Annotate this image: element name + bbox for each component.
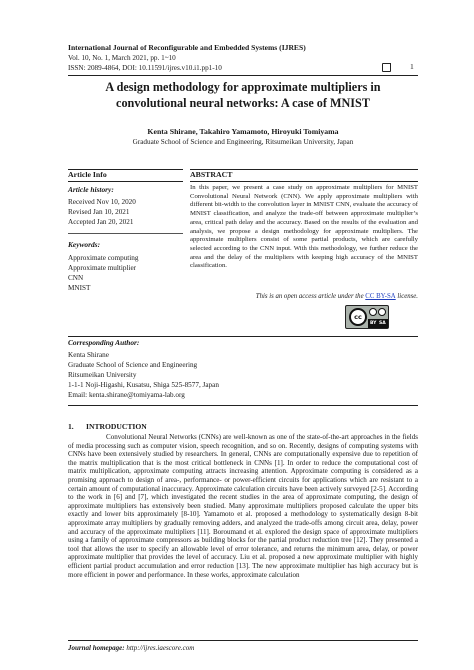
received-date: Received Nov 10, 2020 [68, 198, 136, 206]
journal-issn: ISSN: 2089-4864, DOI: 10.11591/ijres.v10.i1.pp1-10 [68, 64, 222, 72]
corresponding-name: Kenta Shirane [68, 351, 109, 359]
cc-logo-icon: cc [349, 308, 367, 326]
abstract-bottom-rule [190, 181, 418, 182]
badge-by-label: BY [370, 321, 377, 326]
external-link-icon[interactable] [382, 63, 391, 72]
badge-sa-label: SA [379, 321, 386, 326]
journal-header [68, 43, 418, 73]
keyword-item: Approximate computing [68, 254, 139, 262]
cc-by-sa-link[interactable]: CC BY-SA [365, 293, 396, 300]
paper-title [68, 79, 418, 111]
journal-homepage: Journal homepage: http://ijres.iaescore.com [68, 644, 195, 652]
corresponding-address: 1-1-1 Noji-Higashi, Kusatsu, Shiga 525-8577, Japan [68, 381, 219, 389]
keyword-item: MNIST [68, 284, 91, 292]
abstract-heading: ABSTRACT [190, 170, 233, 179]
keywords-heading: Keywords: [68, 240, 101, 249]
header-divider [68, 75, 418, 76]
author-affiliation: Graduate School of Science and Engineering, Ritsumeikan University, Japan [132, 138, 354, 146]
journal-volume: Vol. 10, No. 1, March 2021, pp. 1~10 [68, 54, 176, 62]
homepage-label: Journal homepage [68, 644, 123, 652]
corresponding-univ: Ritsumeikan University [68, 371, 137, 379]
author-list: Kenta Shirane, Takahiro Yamamoto, Hiroyuki Tomiyama [147, 127, 339, 136]
keyword-item: CNN [68, 274, 84, 282]
corresponding-email[interactable]: Email: kenta.shirane@tomiyama-lab.org [68, 391, 185, 399]
license-suffix: license. [395, 293, 418, 300]
abstract-text: In this paper, we present a case study on approximate multipliers for MNIST Convolutional Neural Network (CNN). We apply approximate multipliers with different bit-width to the convolution layer in MNIST CNN, evaluate the accuracy of MNIST classification, and analyze the trade-off between approximate multiplier’s area, critical path delay and the accuracy. Based on the results of the evaluation and analysis, we propose a design methodology for approximate multipliers. The approximate multipliers consist of some partial products, which are carefully selected according to the CNN input. With this methodology, we further reduce the area and the delay of the multipliers with keeping high accuracy of the MNIST classification. [190, 184, 418, 270]
article-info-bottom-rule [68, 181, 183, 182]
introduction-text: Convolutional Neural Networks (CNNs) are well-known as one of the state-of-the-art approaches in the fields of media processing such as computer vision, speech recognition, and so on. Recently, designs of computing systems with CNNs have been extensively studied by researchers. In general, CNNs are computationally expensive due to repetition of the matrix multiplication that is the most critical bottleneck in CNNs [1]. In order to reduce the computational cost of matrix multiplication, approximate computing attracts increasing attention. Approximate computing is considered as a promising approach to design of area-, performance- or power-efficient circuits for applications which are resistant to a certain amount of computational inaccuracy. Approximate calculation circuits have been actively surveyed [2-5]. According to the work in [6] and [7], which investigated the recent studies in the area of approximate computing, the design of approximate multipliers has extensively been studied. Many approximate multipliers proposed calculate the upper bits exactly and lower bits approximately [8-10]. Yamamoto et al. proposed a methodology to systematically design 8-bit approximate array multipliers by gradually removing adders, and analyzed the trade-offs among circuit area, delay, power and accuracy of the approximate multipliers [11]. Boroumand et al. explored the design space of approximate multipliers using a family of approximate compressors as building blocks for the partial product reduction tree [12]. They presented a tool that allows the user to specify an allowable level of error tolerance, and returns the minimum area, delay, or power approximate multiplier that provides the level of accuracy. Liu et al. proposed a new approximate multiplier with highly efficient partial product accumulation and error reduction [13]. The new approximate multiplier has high accuracy but is more efficient in power and performance. In these works, approximate calculation [68, 433, 418, 579]
attribution-person-icon [369, 308, 377, 316]
share-alike-icon [378, 308, 386, 316]
license-statement [190, 292, 418, 301]
journal-name: International Journal of Reconfigurable and Embedded Systems (IJRES) [68, 43, 306, 52]
page-number: 1 [410, 62, 414, 71]
keyword-item: Approximate multiplier [68, 264, 137, 272]
author-bottom-rule [68, 405, 418, 406]
license-prefix: This is an open access article under the [255, 293, 366, 300]
accepted-date: Accepted Jan 20, 2021 [68, 218, 134, 226]
section-title: INTRODUCTION [86, 422, 147, 431]
footer-rule [68, 640, 418, 641]
section-number: 1. [68, 422, 74, 431]
article-info-heading: Article Info [68, 170, 107, 179]
corresponding-dept: Graduate School of Science and Engineering [68, 361, 198, 369]
article-history-heading: Article history: [68, 185, 114, 194]
title-line-2: convolutional neural networks: A case of MNIST [116, 96, 370, 110]
corresponding-author-heading: Corresponding Author: [68, 338, 140, 347]
license-bottom-rule [68, 336, 418, 337]
cc-license-badge-icon[interactable] [345, 305, 389, 329]
homepage-link[interactable]: http://ijres.iaescore.com [126, 644, 195, 652]
keywords-rule [68, 233, 183, 234]
revised-date: Revised Jan 10, 2021 [68, 208, 130, 216]
title-line-1: A design methodology for approximate multipliers in [105, 80, 381, 94]
